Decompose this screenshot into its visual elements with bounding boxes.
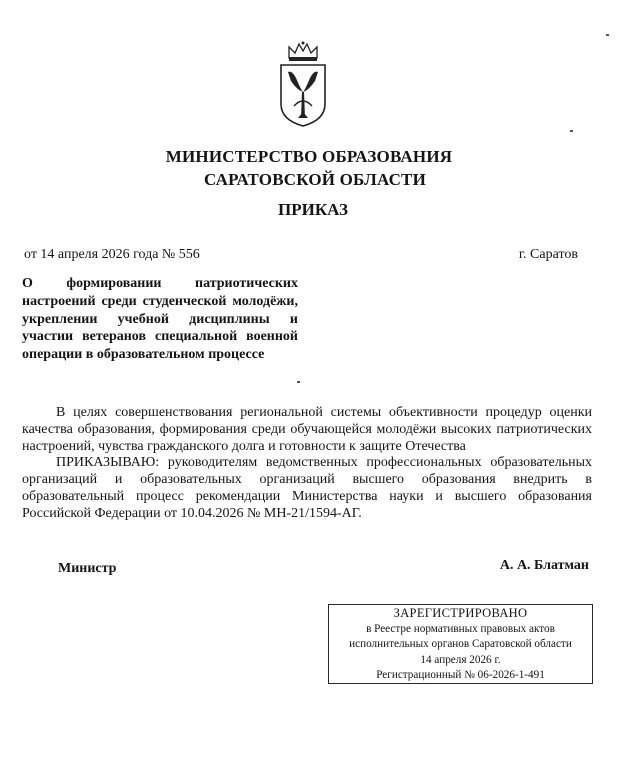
scan-speck <box>570 130 573 132</box>
stamp-line-date: 14 апреля 2026 г. <box>420 653 501 666</box>
signatory-title: Министр <box>58 561 117 576</box>
stamp-line-bodies: исполнительных органов Саратовской области <box>349 638 572 650</box>
body-paragraph-preamble: В целях совершенствования региональной системы объективности процедур оценки качества образования, формирования среди обучающейся молодёжи высоких патриотических настроений, чувства гражданского долга и готовности к защите Отечества <box>22 405 592 454</box>
stamp-heading: ЗАРЕГИСТРИРОВАНО <box>393 606 528 620</box>
ministry-name-line1: МИНИСТЕРСТВО ОБРАЗОВАНИЯ <box>165 147 453 166</box>
ministry-name-line2: САРАТОВСКОЙ ОБЛАСТИ <box>203 170 427 189</box>
order-subject: О формировании патриотических настроений среди студенческой молодёжи, укреплении учебной дисциплины и участии ветеранов специальной военной операции в образовательном процессе <box>22 276 298 363</box>
order-city: г. Саратов <box>518 247 578 262</box>
stamp-line-registry: в Реестре нормативных правовых актов <box>366 622 555 635</box>
saratov-coat-of-arms-icon <box>272 40 334 128</box>
stamp-line-reg-number: Регистрационный № 06-2026-1-491 <box>376 669 545 681</box>
scan-speck <box>297 381 300 383</box>
order-date-number: от 14 апреля 2026 года № 556 <box>24 247 200 262</box>
body-paragraph-directive: ПРИКАЗЫВАЮ: руководителям ведомственных профессиональных образовательных организаций и образовательных организаций высшего образования внедрить в образовательный процесс рекомендации Министерства науки и высшего образования Российской Федерации от 10.04.2026 № МН-21/1594-АГ. <box>22 455 592 521</box>
order-body <box>22 405 592 523</box>
scan-speck <box>606 34 609 36</box>
signatory-name: А. А. Блатман <box>499 558 589 573</box>
document-type-title: ПРИКАЗ <box>278 200 348 219</box>
registration-stamp <box>328 604 593 684</box>
